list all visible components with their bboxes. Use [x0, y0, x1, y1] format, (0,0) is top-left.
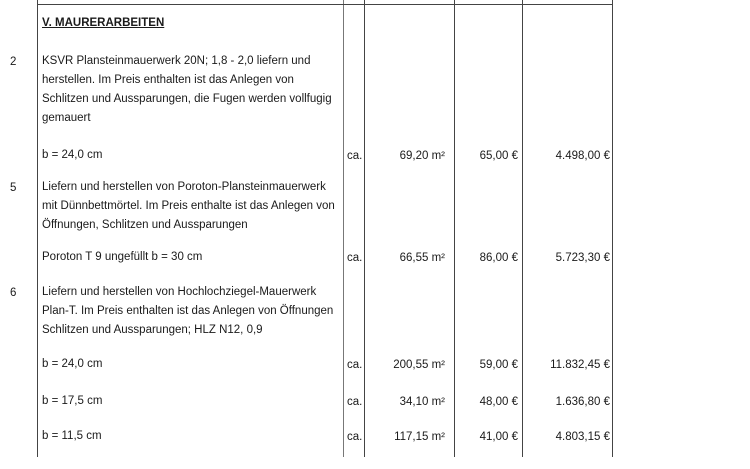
item-row-label: Poroton T 9 ungefüllt b = 30 cm	[42, 251, 203, 263]
row-total: 11.832,45 €	[550, 359, 610, 371]
section-heading: V. MAURERARBEITEN	[42, 17, 165, 29]
position-number: 5	[10, 182, 17, 194]
column-divider	[454, 0, 455, 457]
item-row-label: b = 24,0 cm	[42, 149, 103, 161]
row-unit: ca.	[347, 431, 363, 443]
column-divider	[364, 0, 365, 457]
position-number: 6	[10, 287, 17, 299]
row-unit: ca.	[347, 252, 363, 264]
row-quantity: 34,10 m²	[399, 396, 445, 408]
column-divider	[522, 0, 523, 457]
row-quantity: 117,15 m²	[394, 431, 445, 443]
row-quantity: 66,55 m²	[399, 252, 445, 264]
column-divider	[612, 0, 613, 457]
row-total: 4.803,15 €	[555, 431, 610, 443]
row-unit: ca.	[347, 359, 363, 371]
item-row-label: b = 24,0 cm	[42, 358, 103, 370]
row-unit: ca.	[347, 150, 363, 162]
item-description: Liefern und herstellen von Hochlochziegel-Mauerwerk Plan-T. Im Preis enthalten ist das Anlegen von Öffnungen Schlitzen und Aussparungen; HLZ N12, 0,9	[42, 286, 334, 336]
row-unit-price: 59,00 €	[479, 359, 518, 371]
row-unit-price: 48,00 €	[479, 396, 518, 408]
item-description: Liefern und herstellen von Poroton-Plansteinmauerwerk mit Dünnbettmörtel. Im Preis enthalte ist das Anlegen von Öffnungen, Schlitzen und Aussparungen	[42, 181, 335, 231]
position-number: 2	[10, 56, 17, 68]
column-divider	[343, 0, 344, 457]
table-top-rule	[37, 4, 613, 5]
row-total: 5.723,30 €	[555, 252, 610, 264]
row-total: 1.636,80 €	[555, 396, 610, 408]
row-quantity: 69,20 m²	[399, 150, 445, 162]
row-quantity: 200,55 m²	[393, 359, 445, 371]
row-unit-price: 86,00 €	[479, 252, 518, 264]
item-description: KSVR Plansteinmauerwerk 20N; 1,8 - 2,0 liefern und herstellen. Im Preis enthalten ist das Anlegen von Schlitzen und Aussparungen, die Fugen werden vollfugig gemauert	[42, 55, 332, 124]
item-row-label: b = 17,5 cm	[42, 395, 103, 407]
row-unit: ca.	[347, 396, 363, 408]
column-divider	[37, 0, 38, 457]
row-total: 4.498,00 €	[555, 150, 610, 162]
row-unit-price: 65,00 €	[479, 150, 518, 162]
row-unit-price: 41,00 €	[479, 431, 518, 443]
item-row-label: b = 11,5 cm	[42, 430, 102, 442]
